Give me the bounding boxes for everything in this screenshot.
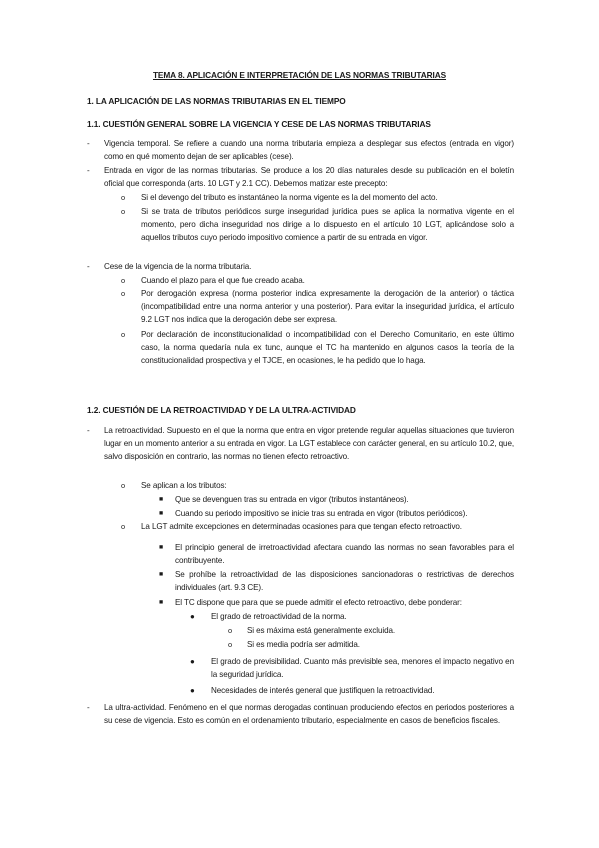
square-bullet: ■ (159, 496, 164, 503)
paragraph-cese-vigencia: Cese de la vigencia de la norma tributaria. (104, 262, 252, 271)
list-item: Se prohíbe la retroactividad de las disposiciones sancionadoras o restrictivas de derechos individuales (art. 9.3 CE). (175, 570, 514, 592)
list-item: Si se trata de tributos periódicos surge inseguridad jurídica pues se aplica la normativa vigente en el momento, pero dicha inseguridad nos dirige a lo dispuesto en el artículo 10 LGT, aplicándose solo a aquellos tributos cuyo periodo impositivo comience a partir de su entrada en vigor. (141, 207, 514, 242)
list-item: Necesidades de interés general que justifiquen la retroactividad. (211, 686, 435, 695)
paragraph-ultra-actividad: La ultra-actividad. Fenómeno en el que normas derogadas continuan produciendo efectos en periodos posteriores a su cese de vigencia. Esto es común en el ordenamiento tributario, especialmente en casos de beneficios fiscales. (104, 703, 514, 725)
paragraph-entrada-vigor: Entrada en vigor de las normas tributarias. Se produce a los 20 días naturales desde su publicación en el boletín oficial que corresponda (arts. 10 LGT y 2.1 CC). Debemos matizar este precepto: (104, 166, 514, 188)
dot-bullet: ● (190, 686, 195, 695)
list-item: Cuando el plazo para el que fue creado acaba. (141, 276, 305, 285)
dash-bullet: - (87, 139, 90, 148)
list-item: Por declaración de inconstitucionalidad o incompatibilidad con el Derecho Comunitario, en este último caso, la norma quedaría nula ex tunc, aunque el TC ha mantenido en algunos casos la teoría de la constitucionalidad prospectiva y el TJCE, en ocasiones, le ha pedido que lo haga. (141, 330, 514, 365)
dash-bullet: - (87, 262, 90, 271)
dash-bullet: - (87, 166, 90, 175)
circle-bullet: o (121, 289, 126, 298)
dash-bullet: - (87, 426, 90, 435)
list-item: El TC dispone que para que se puede admitir el efecto retroactivo, debe ponderar: (175, 598, 462, 607)
section-heading-1-2: 1.2. CUESTIÓN DE LA RETROACTIVIDAD Y DE LA ULTRA-ACTIVIDAD (87, 405, 356, 415)
circle-bullet: o (121, 276, 126, 285)
section-heading-1: 1. LA APLICACIÓN DE LAS NORMAS TRIBUTARIAS EN EL TIEMPO (87, 96, 346, 106)
circle-bullet: o (121, 193, 126, 202)
list-item: Cuando su periodo impositivo se inicie tras su entrada en vigor (tributos periódicos). (175, 509, 468, 518)
square-bullet: ■ (159, 544, 164, 551)
list-item: Si es máxima está generalmente excluida. (247, 626, 396, 635)
circle-bullet: o (121, 207, 126, 216)
document-title: TEMA 8. APLICACIÓN E INTERPRETACIÓN DE LAS NORMAS TRIBUTARIAS (152, 70, 447, 80)
list-item: El grado de previsibilidad. Cuanto más previsible sea, menores el impacto negativo en la seguridad jurídica. (211, 657, 514, 679)
list-item: Por derogación expresa (norma posterior indica expresamente la derogación de la anterior) o táctica (incompatibilidad entre una norma anterior y una posterior). Para evitar la inseguridad jurídica, el artículo 9.2 LGT nos indica que la derogación debe ser expresa. (141, 289, 514, 324)
circle-bullet: o (121, 522, 126, 531)
list-item: La LGT admite excepciones en determinadas ocasiones para que tengan efecto retroactivo. (141, 522, 462, 531)
dot-bullet: ● (190, 657, 195, 666)
list-item: Si es media podría ser admitida. (247, 640, 360, 649)
square-bullet: ■ (159, 510, 164, 517)
section-heading-1-1: 1.1. CUESTIÓN GENERAL SOBRE LA VIGENCIA Y CESE DE LAS NORMAS TRIBUTARIAS (87, 119, 431, 129)
circle-bullet: o (228, 640, 233, 649)
dash-bullet: - (87, 703, 90, 712)
circle-bullet: o (121, 481, 126, 490)
dot-bullet: ● (190, 612, 195, 621)
circle-bullet: o (228, 626, 233, 635)
list-item: Si el devengo del tributo es instantáneo la norma vigente es la del momento del acto. (141, 193, 438, 202)
circle-bullet: o (121, 330, 126, 339)
paragraph-vigencia-temporal: Vigencia temporal. Se refiere a cuando una norma tributaria empieza a desplegar sus efectos (entrada en vigor) como en qué momento dejan de ser aplicables (cese). (104, 139, 514, 161)
paragraph-retroactividad: La retroactividad. Supuesto en el que la norma que entra en vigor pretende regular aquellas situaciones que tuvieron lugar en un momento anterior a su entrada en vigor. La LGT establece con carácter general, en su artículo 10.2, que, salvo disposición en contrario, las normas no tienen efecto retroactivo. (104, 426, 514, 461)
square-bullet: ■ (159, 599, 164, 606)
list-item: El principio general de irretroactividad afectara cuando las normas no sean favorables para el contribuyente. (175, 543, 514, 565)
list-item: Que se devenguen tras su entrada en vigor (tributos instantáneos). (175, 495, 409, 504)
square-bullet: ■ (159, 571, 164, 578)
list-item: El grado de retroactividad de la norma. (211, 612, 347, 621)
list-item: Se aplican a los tributos: (141, 481, 227, 490)
